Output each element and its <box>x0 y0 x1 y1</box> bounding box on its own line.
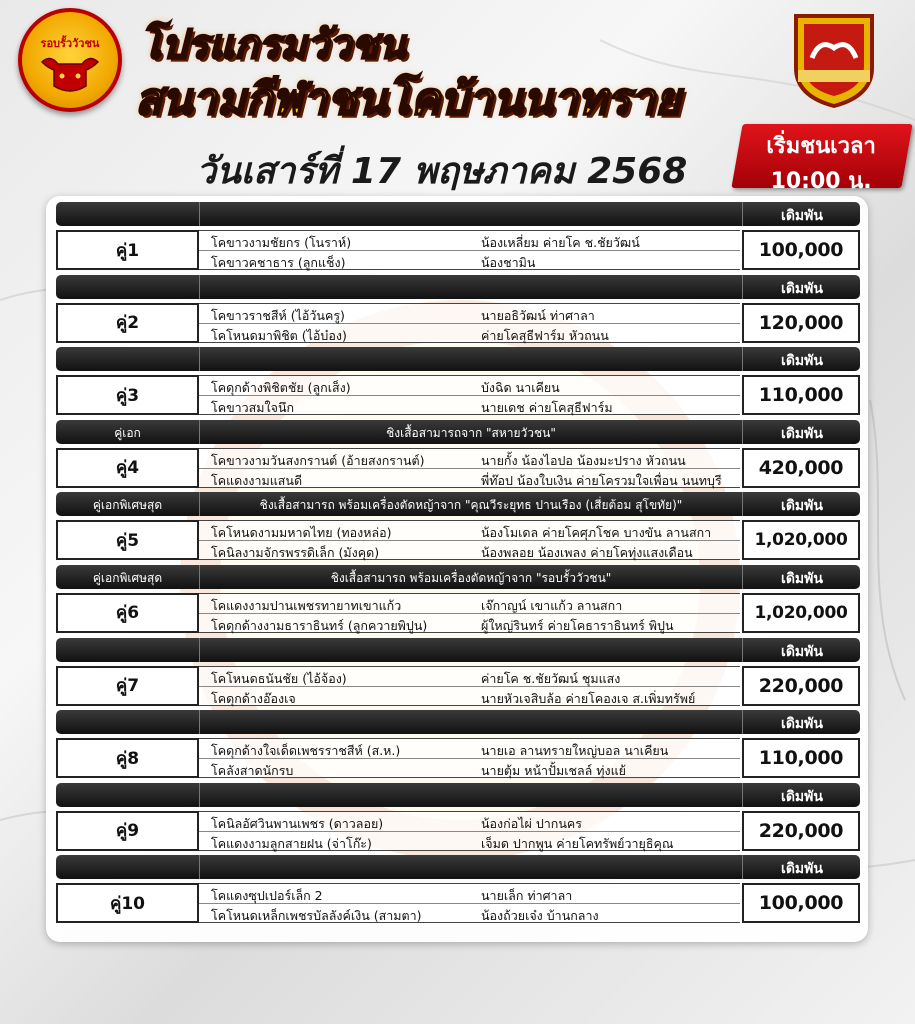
header-divider <box>742 638 743 662</box>
owner-name: นายตุ้ม หน้าปั้มเชลล์ ทุ่งแย้ <box>481 763 626 779</box>
match-row <box>56 420 860 493</box>
stake-amount: 220,000 <box>742 811 860 851</box>
bull-name: โคแดงงามแสนดี <box>211 472 303 488</box>
header-divider <box>742 347 743 371</box>
header-divider <box>742 710 743 734</box>
match-body <box>56 518 860 560</box>
stake-amount: 420,000 <box>742 448 860 488</box>
stake-label: เดิมพัน <box>781 716 823 733</box>
entry-row <box>199 376 740 396</box>
page-title-line2: สนามกีฬาชนโคบ้านนาทราย <box>135 74 681 125</box>
entry-row <box>199 884 740 904</box>
match-row <box>56 855 860 928</box>
entry-row <box>199 687 740 707</box>
match-row <box>56 710 860 783</box>
owner-name: พี่ท๊อป น้องใบเงิน ค่ายโครวมใจเพื่อน นนทบุรี <box>481 472 722 488</box>
match-body <box>56 881 860 923</box>
match-list <box>56 202 860 928</box>
bull-name: โคขาวสมใจนึก <box>211 400 295 416</box>
entry-row <box>199 231 740 251</box>
entry-row <box>199 904 740 924</box>
brand-logo-text: รอบรั้ววัวชน <box>40 37 100 50</box>
stadium-shield-icon <box>790 8 878 108</box>
match-header <box>56 275 860 299</box>
match-tag: คู่เอกพิเศษสุด <box>92 570 163 585</box>
owner-name: น้องพลอย น้องเพลง ค่ายโคทุ่งแสงเดือน <box>481 545 693 561</box>
header-divider <box>742 202 743 226</box>
match-body <box>56 809 860 851</box>
stake-amount: 1,020,000 <box>742 520 860 560</box>
match-row <box>56 492 860 565</box>
match-row <box>56 202 860 275</box>
bull-icon <box>36 52 104 96</box>
match-tag: คู่เอก <box>114 425 141 440</box>
stadium-logo <box>790 8 878 108</box>
stake-amount: 1,020,000 <box>742 593 860 633</box>
header-divider <box>199 347 200 371</box>
header-divider <box>199 202 200 226</box>
match-header <box>56 347 860 371</box>
pair-number: คู่2 <box>56 303 199 343</box>
pair-number: คู่3 <box>56 375 199 415</box>
stake-label: เดิมพัน <box>781 280 823 297</box>
entry-row <box>199 759 740 779</box>
brand-logo <box>18 8 122 112</box>
match-body <box>56 664 860 706</box>
start-time-label: เริ่มชนเวลา <box>766 134 876 159</box>
pair-number: คู่1 <box>56 230 199 270</box>
match-body <box>56 446 860 488</box>
entry-row <box>199 396 740 416</box>
entry-row <box>199 541 740 561</box>
owner-name: นายเดช ค่ายโคสุธีฟาร์ม <box>481 400 613 416</box>
stake-amount: 220,000 <box>742 666 860 706</box>
match-row <box>56 347 860 420</box>
match-header <box>56 420 860 444</box>
bull-name: โคโหนดงามมหาดไทย (ทองหล่อ) <box>211 525 392 541</box>
match-entries <box>199 811 740 851</box>
match-header <box>56 565 860 589</box>
owner-name: นายเล็ก ท่าศาลา <box>481 888 573 904</box>
bull-name: โคลังสาดนักรบ <box>211 763 294 779</box>
header-divider <box>742 492 743 516</box>
stake-label: เดิมพัน <box>781 208 823 224</box>
match-entries <box>199 883 740 923</box>
match-entries <box>199 520 740 560</box>
owner-name: น้องเหลี่ยม ค่ายโค ช.ชัยวัฒน์ <box>481 235 640 250</box>
match-header <box>56 638 860 662</box>
bull-name: โคแดงงามลูกสายฝน (จ่าโก๊ะ) <box>211 835 372 851</box>
stake-label: เดิมพัน <box>781 353 823 370</box>
bull-name: โคดุกด้างพิชิตชัย (ลูกเส็ง) <box>211 380 351 396</box>
stake-amount: 120,000 <box>742 303 860 343</box>
stake-label: เดิมพัน <box>781 425 823 442</box>
pair-number: คู่7 <box>56 666 199 706</box>
stake-amount: 110,000 <box>742 738 860 778</box>
header-divider <box>742 275 743 299</box>
header-divider <box>742 855 743 879</box>
pair-number: คู่8 <box>56 738 199 778</box>
pair-number: คู่6 <box>56 593 199 633</box>
entry-row <box>199 739 740 759</box>
match-row <box>56 783 860 856</box>
event-date: วันเสาร์ที่ 17 พฤษภาคม 2568 <box>196 151 688 192</box>
match-body <box>56 228 860 270</box>
bull-name: โคโหนดเหล็กเพชรบัลลังค์เงิน (สามตา) <box>211 908 422 924</box>
entry-row <box>199 449 740 469</box>
entry-row <box>199 594 740 614</box>
match-entries <box>199 448 740 488</box>
entry-row <box>199 667 740 687</box>
stake-label: เดิมพัน <box>781 498 823 515</box>
owner-name: นายหัวเจสิบล้อ ค่ายโคองเจ ส.เพิ่มทรัพย์ <box>481 690 696 706</box>
entry-row <box>199 521 740 541</box>
match-entries <box>199 738 740 778</box>
owner-name: นายเอ ลานทรายใหญ่บอล นาเคียน <box>481 743 669 759</box>
owner-name: เจ็มด ปากพูน ค่ายโคทรัพย์วายุธิคุณ <box>481 835 674 851</box>
pair-number: คู่5 <box>56 520 199 560</box>
match-entries <box>199 375 740 415</box>
match-body <box>56 591 860 633</box>
bull-name: โคขาวราชสีห์ (ไอ้วันครู) <box>211 307 345 323</box>
entry-row <box>199 469 740 489</box>
owner-name: น้องชามิน <box>481 255 536 270</box>
match-header <box>56 783 860 807</box>
match-header <box>56 710 860 734</box>
pair-number: คู่9 <box>56 811 199 851</box>
stake-label: เดิมพัน <box>781 643 823 660</box>
page-title-line1: โปรแกรมวัวชน <box>140 22 406 68</box>
stake-label: เดิมพัน <box>781 788 823 805</box>
match-row <box>56 565 860 638</box>
match-title: ชิงเสื้อสามารถ พร้อมเครื่องตัดหญ้าจาก "คุณวีระยุทธ ปานเรือง (เสี่ยต้อม สุโขทัย)" <box>259 498 683 513</box>
match-body <box>56 301 860 343</box>
bull-name: โคดุกด้างอ๊องเจ <box>211 690 296 706</box>
header-divider <box>199 710 200 734</box>
bull-name: โคขาวคชาธาร (ลูกแช็ง) <box>211 255 346 270</box>
bull-name: โคแดงงามปานเพชรทายาทเขาแก้ว <box>211 597 402 613</box>
header-divider <box>199 492 200 516</box>
pair-number: คู่10 <box>56 883 199 923</box>
bull-name: โคแดงซุปเปอร์เล็ก 2 <box>211 888 323 904</box>
owner-name: น้องก่อไผ่ ปากนคร <box>481 815 582 831</box>
owner-name: บังฉิด นาเคียน <box>481 380 560 396</box>
owner-name: นายอธิวัฒน์ ท่าศาลา <box>481 307 595 323</box>
bull-name: โคนิลอัศวินพานเพชร (ดาวลอย) <box>211 815 384 831</box>
header-divider <box>199 638 200 662</box>
match-tag: คู่เอกพิเศษสุด <box>92 498 163 513</box>
match-row <box>56 275 860 348</box>
owner-name: ค่ายโค ช.ชัยวัฒน์ ชุมแสง <box>481 670 621 686</box>
match-row <box>56 638 860 711</box>
stake-label: เดิมพัน <box>781 570 823 587</box>
header-divider <box>742 783 743 807</box>
match-header <box>56 492 860 516</box>
match-header <box>56 202 860 226</box>
header-divider <box>742 565 743 589</box>
pair-number: คู่4 <box>56 448 199 488</box>
match-body <box>56 736 860 778</box>
match-body <box>56 373 860 415</box>
match-entries <box>199 666 740 706</box>
entry-row <box>199 832 740 852</box>
start-time-value: 10:00 น. <box>770 169 872 194</box>
entry-row <box>199 251 740 271</box>
match-header <box>56 855 860 879</box>
header-divider <box>199 783 200 807</box>
start-time-badge <box>731 124 912 194</box>
entry-row <box>199 324 740 344</box>
owner-name: น้องถ้วยเจ๋ง บ้านกลาง <box>481 908 599 924</box>
match-title: ชิงเสื้อสามารถจาก "สหายวัวชน" <box>386 425 556 440</box>
stake-amount: 110,000 <box>742 375 860 415</box>
owner-name: นายกั้ง น้องไอปอ น้องมะปราง หัวถนน <box>481 452 686 468</box>
bull-name: โคขาวงามวันสงกรานต์ (อ้ายสงกรานต์) <box>211 452 425 468</box>
entry-row <box>199 812 740 832</box>
bull-name: โคโหนดธนันชัย (ไอ้จ้อง) <box>211 670 347 686</box>
owner-name: เจ๊กาญน์ เขาแก้ว ลานสกา <box>481 597 623 613</box>
match-entries <box>199 230 740 270</box>
stake-label: เดิมพัน <box>781 861 823 878</box>
match-entries <box>199 303 740 343</box>
header-divider <box>742 420 743 444</box>
owner-name: ผู้ใหญ่รินทร์ ค่ายโคธาราธินทร์ พิปูน <box>481 617 674 633</box>
owner-name: ค่ายโคสุธีฟาร์ม หัวถนน <box>481 327 609 343</box>
bull-name: โคโหนดมาพิชิต (ไอ้บ๋อง) <box>211 327 347 343</box>
stake-amount: 100,000 <box>742 230 860 270</box>
header-divider <box>199 855 200 879</box>
bull-name: โคนิลงามจักรพรรดิเล็ก (มังคุด) <box>211 545 380 561</box>
header-divider <box>199 565 200 589</box>
header-divider <box>199 275 200 299</box>
bull-name: โคดุกด้างใจเด็ดเพชรราชสีห์ (ส.ห.) <box>211 743 401 759</box>
entry-row <box>199 614 740 634</box>
match-entries <box>199 593 740 633</box>
bull-name: โคขาวงามชัยกร (โนราห์) <box>211 235 352 250</box>
header-divider <box>199 420 200 444</box>
match-title: ชิงเสื้อสามารถ พร้อมเครื่องตัดหญ้าจาก "รอบรั้ววัวชน" <box>330 570 612 585</box>
bull-name: โคดุกด้างงามธาราธินทร์ (ลูกควายพิปูน) <box>211 617 428 633</box>
owner-name: น้องโมเดล ค่ายโคศุภโชค บางขัน ลานสกา <box>481 525 712 541</box>
entry-row <box>199 304 740 324</box>
stake-amount: 100,000 <box>742 883 860 923</box>
